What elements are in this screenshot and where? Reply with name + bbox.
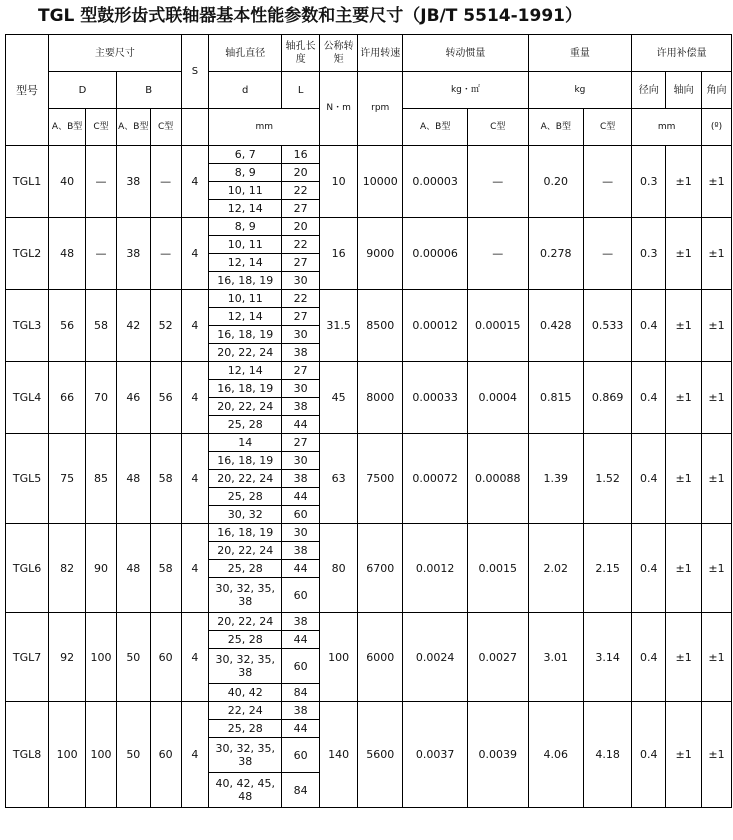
bore-dia-cell: 25, 28 [209,416,282,434]
weight-c-cell: 3.14 [584,613,632,702]
comp-deg-unit: (º) [702,109,732,146]
d-c-cell: 100 [86,613,117,702]
b-c-cell: — [150,218,181,290]
d-ab-cell: 56 [49,290,86,362]
bore-dia-cell: 30, 32, 35, 38 [209,738,282,773]
d-c-cell: 58 [86,290,117,362]
d-c-cell: — [86,146,117,218]
speed-header: 许用转速 [358,35,403,72]
b-ab-cell: 38 [116,146,150,218]
bore-dia-cell: 20, 22, 24 [209,344,282,362]
angular-cell: ±1 [702,524,732,613]
s-cell: 4 [181,146,209,218]
torque-cell: 63 [320,434,358,524]
model-cell: TGL4 [6,362,49,434]
main-dim-header: 主要尺寸 [49,35,181,72]
bore-dia-cell: 6, 7 [209,146,282,164]
weight-c-cell: — [584,218,632,290]
b-ab-cell: 38 [116,218,150,290]
weight-ab-cell: 1.39 [528,434,583,524]
bore-len-cell: 38 [282,613,320,631]
d-c-cell: — [86,218,117,290]
model-cell: TGL6 [6,524,49,613]
weight-ab-cell: 0.278 [528,218,583,290]
inertia-c-header: C型 [468,109,529,146]
bore-len-cell: 60 [282,578,320,613]
axial-cell: ±1 [666,524,702,613]
b-ab-header: A、B型 [116,109,150,146]
bore-len-cell: 22 [282,236,320,254]
axial-header: 轴向 [666,72,702,109]
d-ab-cell: 48 [49,218,86,290]
b-header: B [116,72,181,109]
b-c-cell: 58 [150,524,181,613]
model-cell: TGL1 [6,146,49,218]
bore-dia-cell: 25, 28 [209,720,282,738]
radial-cell: 0.4 [632,702,666,808]
weight-ab-cell: 3.01 [528,613,583,702]
bore-dia-cell: 16, 18, 19 [209,452,282,470]
weight-ab-cell: 2.02 [528,524,583,613]
bore-len-cell: 38 [282,702,320,720]
bore-dia-cell: 25, 28 [209,631,282,649]
table-row [6,146,732,164]
weight-c-cell: 0.533 [584,290,632,362]
bore-dia-cell: 10, 11 [209,290,282,308]
inertia-ab-cell: 0.0037 [403,702,468,808]
bore-len-cell: 27 [282,200,320,218]
model-cell: TGL7 [6,613,49,702]
inertia-ab-header: A、B型 [403,109,468,146]
table-row [6,362,732,380]
torque-cell: 140 [320,702,358,808]
radial-cell: 0.4 [632,434,666,524]
bore-len-cell: 44 [282,560,320,578]
torque-unit: N・m [320,72,358,146]
axial-cell: ±1 [666,362,702,434]
weight-ab-cell: 0.815 [528,362,583,434]
bore-dia-cell: 20, 22, 24 [209,613,282,631]
inertia-ab-cell: 0.00012 [403,290,468,362]
b-ab-cell: 50 [116,613,150,702]
radial-header: 径向 [632,72,666,109]
s-cell: 4 [181,434,209,524]
angular-cell: ±1 [702,146,732,218]
bore-len-cell: 84 [282,773,320,808]
bore-len-cell: 30 [282,326,320,344]
bore-len-cell: 30 [282,380,320,398]
inertia-c-cell: 0.0004 [468,362,529,434]
inertia-ab-cell: 0.00033 [403,362,468,434]
table-row [6,218,732,236]
angular-cell: ±1 [702,434,732,524]
table-row [6,290,732,308]
d-outer-header: D [49,72,117,109]
d-c-cell: 90 [86,524,117,613]
bore-mm-unit: mm [209,109,320,146]
torque-cell: 45 [320,362,358,434]
bore-len-cell: 44 [282,416,320,434]
inertia-unit: kg・㎡ [403,72,528,109]
torque-cell: 100 [320,613,358,702]
b-c-cell: 60 [150,613,181,702]
table-row [6,702,732,720]
radial-cell: 0.4 [632,362,666,434]
d-ab-cell: 66 [49,362,86,434]
speed-cell: 8000 [358,362,403,434]
inertia-c-cell: 0.0027 [468,613,529,702]
d-ab-cell: 100 [49,702,86,808]
b-ab-cell: 48 [116,434,150,524]
radial-cell: 0.3 [632,218,666,290]
axial-cell: ±1 [666,218,702,290]
bore-len-cell: 27 [282,254,320,272]
weight-ab-cell: 0.20 [528,146,583,218]
axial-cell: ±1 [666,434,702,524]
inertia-header: 转动惯量 [403,35,528,72]
bore-dia-cell: 30, 32 [209,506,282,524]
radial-cell: 0.4 [632,613,666,702]
bore-len-cell: 38 [282,470,320,488]
bore-dia-cell: 14 [209,434,282,452]
speed-unit: rpm [358,72,403,146]
d-c-header: C型 [86,109,117,146]
bore-len-cell: 22 [282,182,320,200]
angular-cell: ±1 [702,613,732,702]
bore-dia-cell: 12, 14 [209,254,282,272]
bore-len-cell: 27 [282,434,320,452]
bore-len-cell: 44 [282,720,320,738]
b-c-header: C型 [150,109,181,146]
d-c-cell: 100 [86,702,117,808]
bore-dia-cell: 16, 18, 19 [209,380,282,398]
inertia-ab-cell: 0.00006 [403,218,468,290]
b-ab-cell: 46 [116,362,150,434]
bore-dia-cell: 12, 14 [209,362,282,380]
angular-cell: ±1 [702,702,732,808]
bore-len-cell: 30 [282,524,320,542]
weight-ab-cell: 4.06 [528,702,583,808]
bore-len-cell: 22 [282,290,320,308]
b-c-cell: 52 [150,290,181,362]
weight-ab-cell: 0.428 [528,290,583,362]
s-cell: 4 [181,218,209,290]
speed-cell: 6700 [358,524,403,613]
bore-dia-cell: 16, 18, 19 [209,524,282,542]
speed-cell: 10000 [358,146,403,218]
d-bore-header: d [209,72,282,109]
angular-cell: ±1 [702,362,732,434]
bore-len-cell: 38 [282,344,320,362]
model-cell: TGL3 [6,290,49,362]
bore-dia-cell: 12, 14 [209,200,282,218]
bore-dia-cell: 12, 14 [209,308,282,326]
bore-dia-cell: 40, 42 [209,684,282,702]
speed-cell: 9000 [358,218,403,290]
bore-len-cell: 60 [282,649,320,684]
d-ab-cell: 92 [49,613,86,702]
s-cell: 4 [181,524,209,613]
bore-len-cell: 30 [282,272,320,290]
bore-len-cell: 44 [282,631,320,649]
bore-dia-cell: 25, 28 [209,560,282,578]
bore-dia-cell: 16, 18, 19 [209,272,282,290]
s-cell: 4 [181,362,209,434]
torque-cell: 16 [320,218,358,290]
bore-dia-cell: 8, 9 [209,164,282,182]
bore-dia-cell: 30, 32, 35, 38 [209,578,282,613]
d-c-cell: 85 [86,434,117,524]
comp-mm-unit: mm [632,109,702,146]
speed-cell: 7500 [358,434,403,524]
inertia-ab-cell: 0.0024 [403,613,468,702]
b-ab-cell: 48 [116,524,150,613]
inertia-c-cell: 0.0015 [468,524,529,613]
bore-dia-cell: 10, 11 [209,236,282,254]
bore-len-cell: 84 [282,684,320,702]
model-cell: TGL5 [6,434,49,524]
bore-dia-cell: 8, 9 [209,218,282,236]
bore-dia-cell: 25, 28 [209,488,282,506]
inertia-c-cell: — [468,218,529,290]
bore-len-cell: 38 [282,398,320,416]
axial-cell: ±1 [666,702,702,808]
d-ab-cell: 82 [49,524,86,613]
s-cell: 4 [181,290,209,362]
speed-cell: 8500 [358,290,403,362]
torque-cell: 10 [320,146,358,218]
s-header: S [181,35,209,109]
table-row [6,524,732,542]
bore-len-cell: 30 [282,452,320,470]
inertia-ab-cell: 0.0012 [403,524,468,613]
radial-cell: 0.4 [632,290,666,362]
s-cell: 4 [181,613,209,702]
weight-c-cell: 1.52 [584,434,632,524]
bore-dia-cell: 16, 18, 19 [209,326,282,344]
s-unit-blank [181,109,209,146]
angular-header: 角向 [702,72,732,109]
weight-c-cell: 2.15 [584,524,632,613]
spec-table [5,34,732,808]
axial-cell: ±1 [666,290,702,362]
b-c-cell: — [150,146,181,218]
spec-table-container [5,34,732,808]
torque-header: 公称转矩 [320,35,358,72]
model-header: 型号 [6,35,49,146]
weight-unit: kg [528,72,632,109]
axial-cell: ±1 [666,613,702,702]
table-body [6,146,732,808]
bore-len-cell: 27 [282,308,320,326]
b-c-cell: 56 [150,362,181,434]
bore-dia-cell: 40, 42, 45, 48 [209,773,282,808]
angular-cell: ±1 [702,290,732,362]
inertia-c-cell: 0.00015 [468,290,529,362]
speed-cell: 6000 [358,613,403,702]
b-c-cell: 60 [150,702,181,808]
b-c-cell: 58 [150,434,181,524]
bore-len-cell: 60 [282,506,320,524]
torque-cell: 31.5 [320,290,358,362]
inertia-c-cell: — [468,146,529,218]
s-cell: 4 [181,702,209,808]
d-ab-cell: 75 [49,434,86,524]
bore-len-header: 轴孔长度 [282,35,320,72]
bore-len-cell: 20 [282,164,320,182]
weight-c-header: C型 [584,109,632,146]
weight-c-cell: 0.869 [584,362,632,434]
d-c-cell: 70 [86,362,117,434]
weight-ab-header: A、B型 [528,109,583,146]
radial-cell: 0.4 [632,524,666,613]
speed-cell: 5600 [358,702,403,808]
comp-header: 许用补偿量 [632,35,732,72]
angular-cell: ±1 [702,218,732,290]
inertia-c-cell: 0.0039 [468,702,529,808]
bore-len-cell: 38 [282,542,320,560]
b-ab-cell: 50 [116,702,150,808]
b-ab-cell: 42 [116,290,150,362]
bore-len-cell: 44 [282,488,320,506]
bore-dia-cell: 20, 22, 24 [209,398,282,416]
weight-c-cell: — [584,146,632,218]
bore-dia-cell: 22, 24 [209,702,282,720]
inertia-c-cell: 0.00088 [468,434,529,524]
document-title: TGL 型鼓形齿式联轴器基本性能参数和主要尺寸（JB/T 5514-1991） [38,6,582,26]
bore-dia-cell: 20, 22, 24 [209,470,282,488]
bore-len-cell: 16 [282,146,320,164]
d-ab-header: A、B型 [49,109,86,146]
bore-len-cell: 27 [282,362,320,380]
bore-len-cell: 20 [282,218,320,236]
weight-header: 重量 [528,35,632,72]
bore-dia-cell: 10, 11 [209,182,282,200]
bore-dia-header: 轴孔直径 [209,35,282,72]
bore-dia-cell: 20, 22, 24 [209,542,282,560]
inertia-ab-cell: 0.00003 [403,146,468,218]
table-row [6,434,732,452]
axial-cell: ±1 [666,146,702,218]
bore-len-cell: 60 [282,738,320,773]
weight-c-cell: 4.18 [584,702,632,808]
model-cell: TGL8 [6,702,49,808]
table-row [6,613,732,631]
d-ab-cell: 40 [49,146,86,218]
inertia-ab-cell: 0.00072 [403,434,468,524]
radial-cell: 0.3 [632,146,666,218]
torque-cell: 80 [320,524,358,613]
l-header: L [282,72,320,109]
model-cell: TGL2 [6,218,49,290]
bore-dia-cell: 30, 32, 35, 38 [209,649,282,684]
